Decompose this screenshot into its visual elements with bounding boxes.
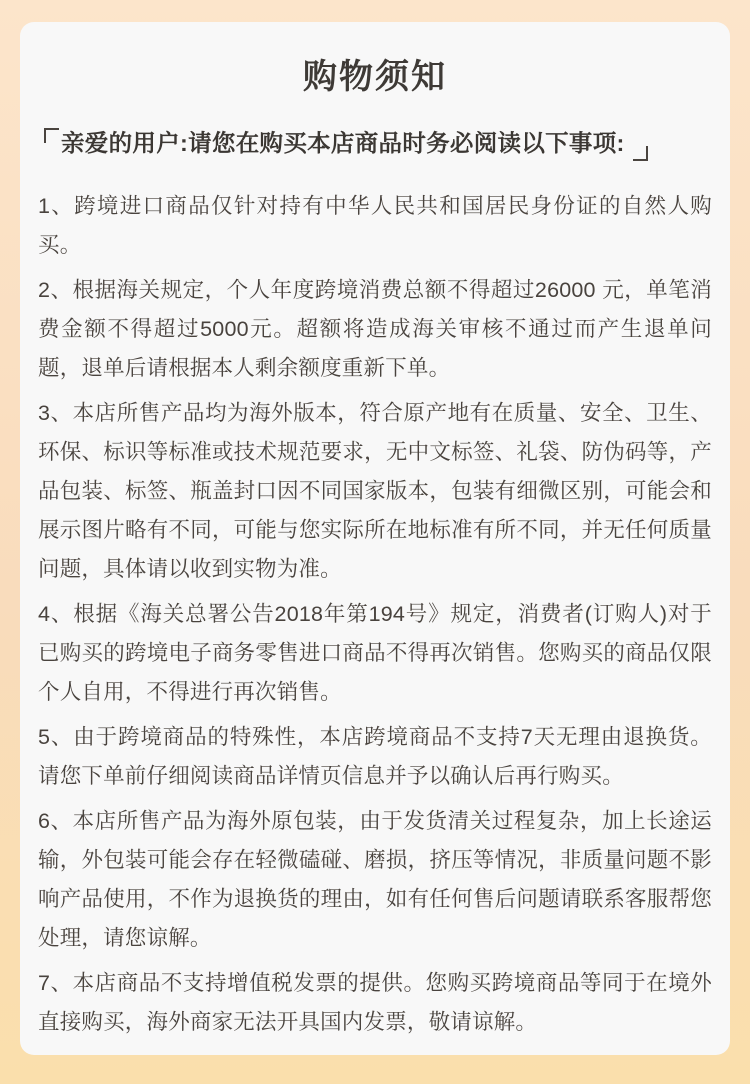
notice-paragraph: 3、本店所售产品均为海外版本，符合原产地有在质量、安全、卫生、环保、标识等标准或技术规范要求，无中文标签、礼袋、防伪码等，产品包装、标签、瓶盖封口因不同国家版本，包装有细微区别，可能会和展示图片略有不同，可能与您实际所在地标准有所不同，并无任何质量问题，具体请以收到实物为准。 (38, 401, 712, 581)
notice-paragraph-list (38, 187, 712, 1042)
notice-paragraph: 1、跨境进口商品仅针对持有中华人民共和国居民身份证的自然人购买。 (38, 194, 712, 257)
page-title: 购物须知 (303, 59, 447, 96)
notice-header (38, 126, 712, 161)
corner-top-left-bracket-icon (44, 128, 59, 143)
notice-paragraph: 4、根据《海关总署公告2018年第194号》规定，消费者(订购人)对于已购买的跨境电子商务零售进口商品不得再次销售。您购买的商品仅限个人自用，不得进行再次销售。 (38, 602, 712, 704)
notice-paragraph: 5、由于跨境商品的特殊性，本店跨境商品不支持7天无理由退换货。请您下单前仔细阅读商品详情页信息并予以确认后再行购买。 (38, 725, 712, 788)
notice-paragraph: 6、本店所售产品为海外原包装，由于发货清关过程复杂，加上长途运输，外包装可能会存在轻微磕碰、磨损，挤压等情况，非质量问题不影响产品使用，不作为退换货的理由，如有任何售后问题请联系客服帮您处理，请您谅解。 (38, 809, 712, 950)
notice-paragraph: 2、根据海关规定，个人年度跨境消费总额不得超过26000 元，单笔消费金额不得超过5000元。超额将造成海关审核不通过而产生退单问题，退单后请根据本人剩余额度重新下单。 (38, 278, 712, 380)
corner-bottom-right-bracket-icon (633, 146, 648, 161)
notice-header-text: 亲爱的用户:请您在购买本店商品时务必阅读以下事项: (61, 130, 625, 156)
notice-card (20, 22, 730, 1055)
notice-paragraph: 7、本店商品不支持增值税发票的提供。您购买跨境商品等同于在境外直接购买，海外商家无法开具国内发票，敬请谅解。 (38, 971, 712, 1034)
